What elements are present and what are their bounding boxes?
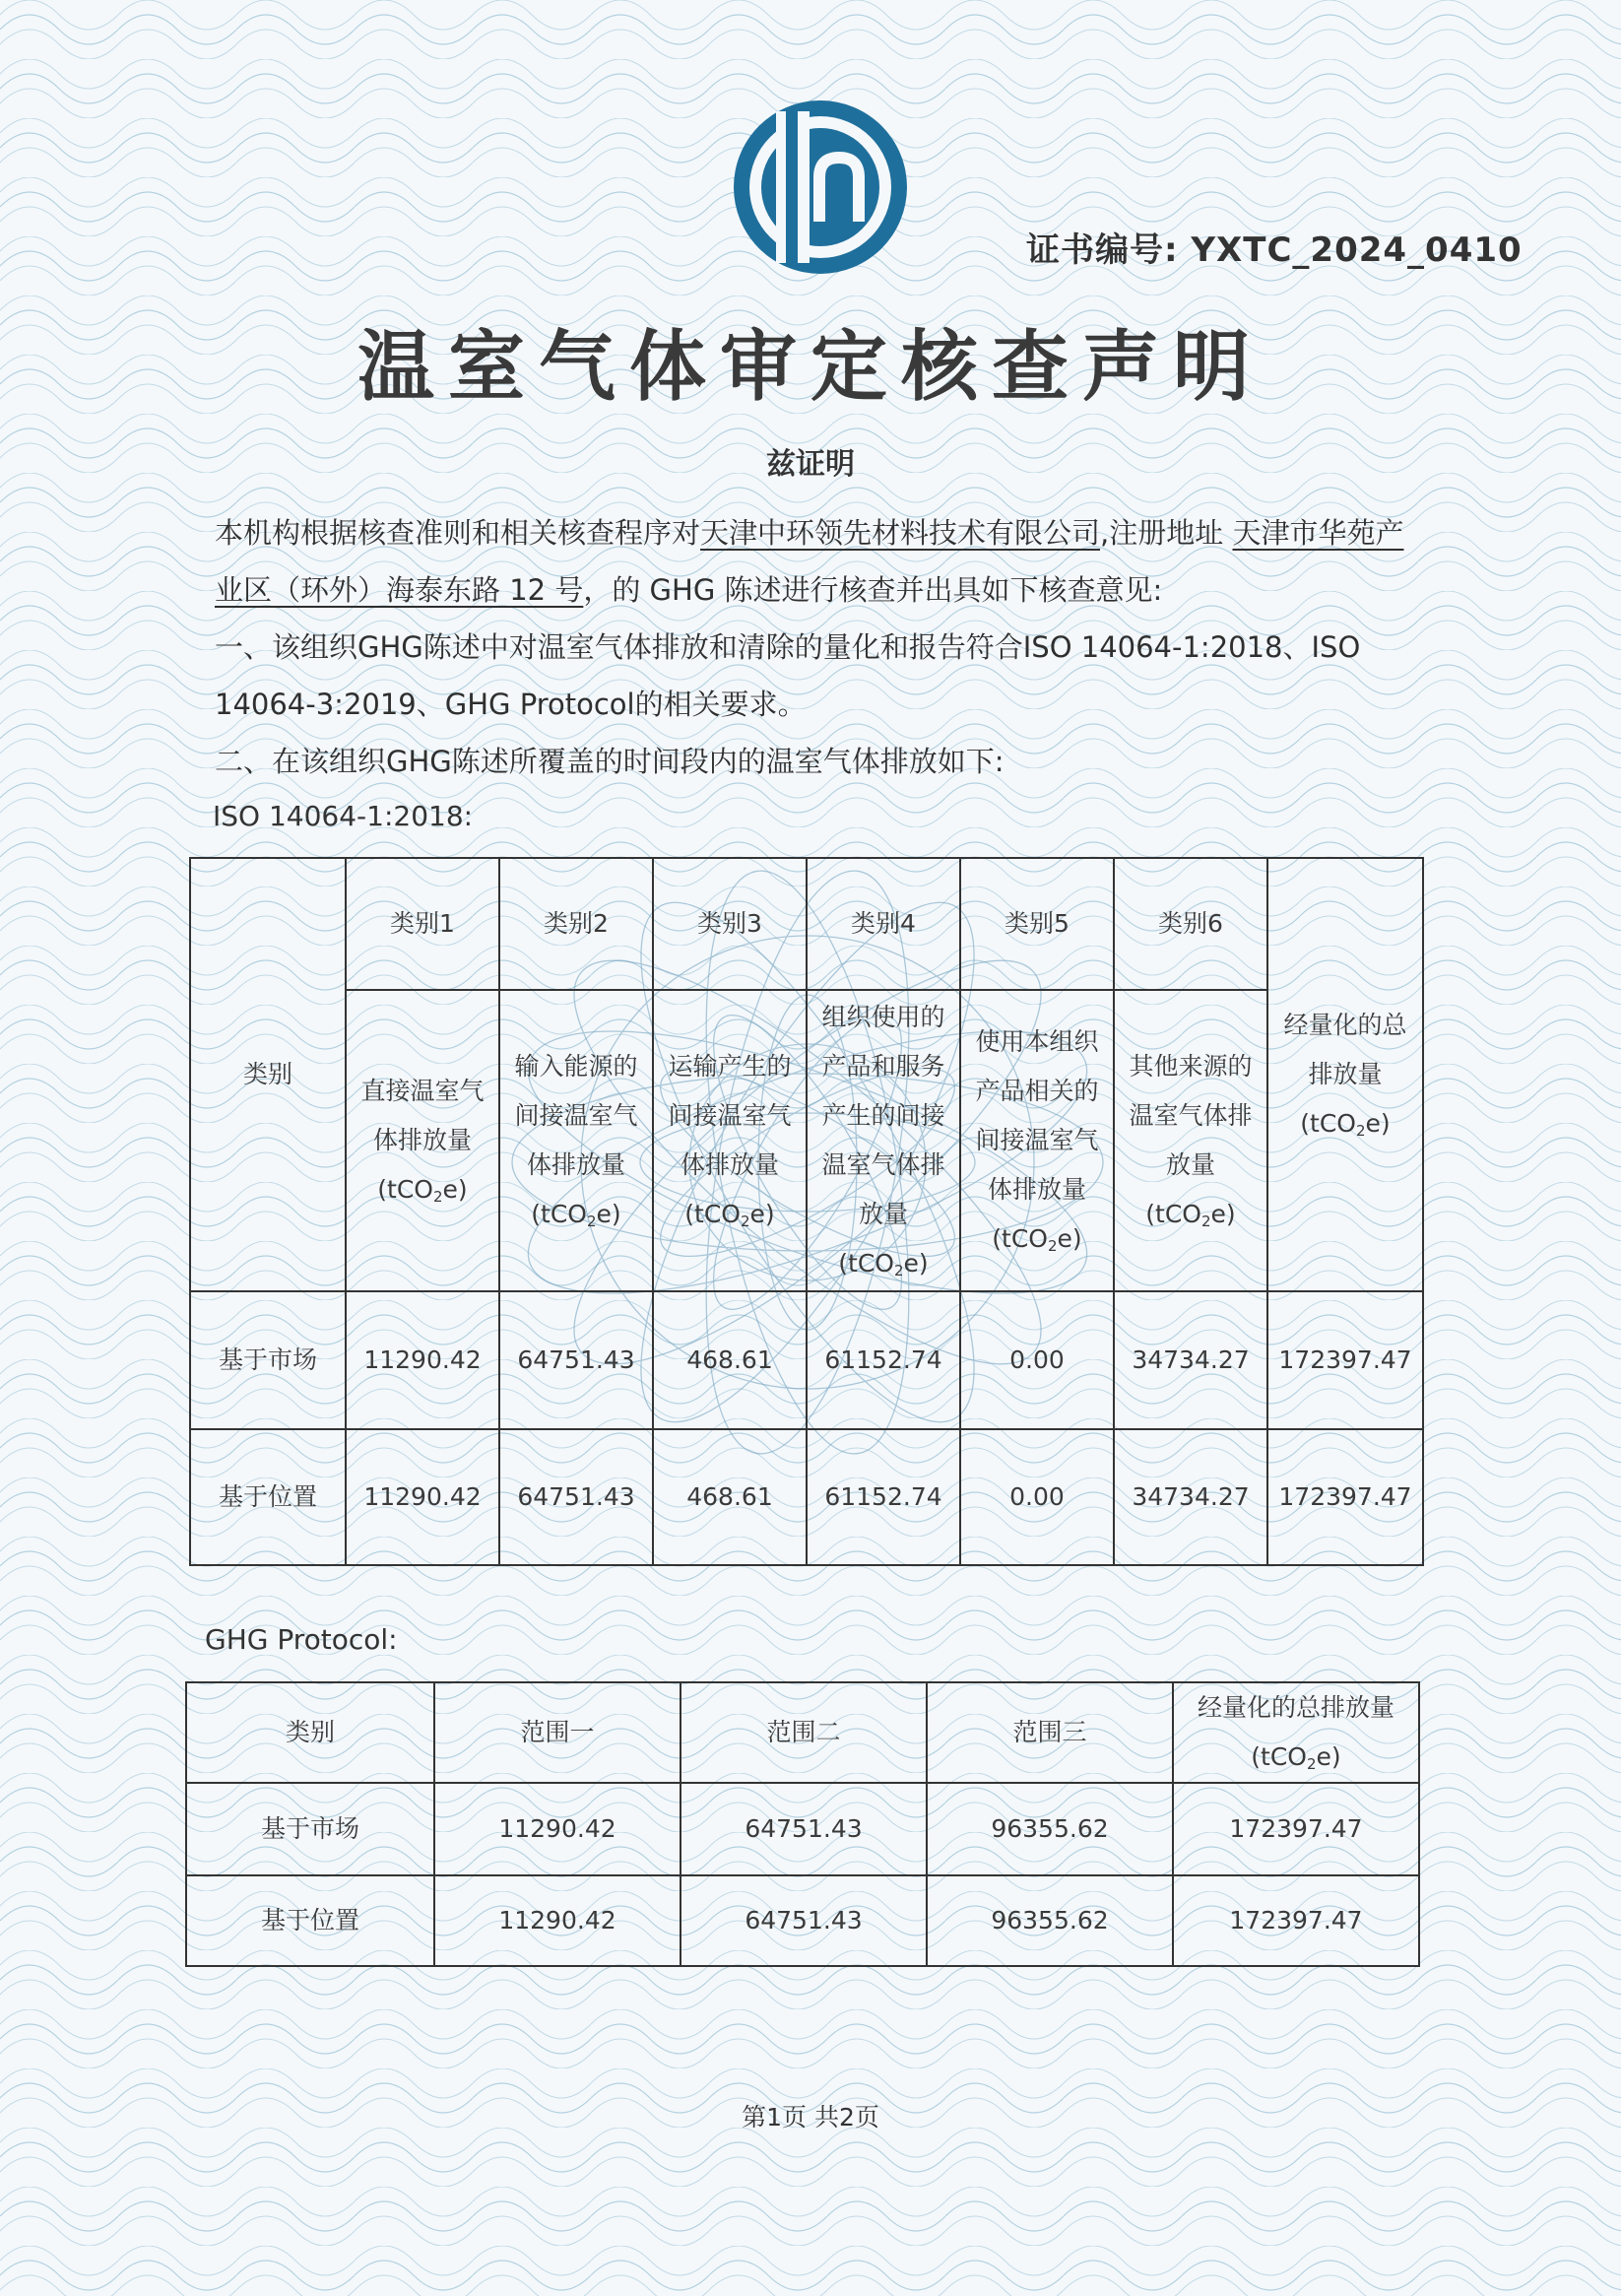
unit-label: (tCO$_2$e)	[1300, 1109, 1391, 1140]
table-cell: 61152.74	[807, 1429, 960, 1565]
table-cell: 64751.43	[681, 1875, 927, 1966]
table-cell: 96355.62	[927, 1783, 1173, 1875]
table-cell: 64751.43	[499, 1291, 653, 1429]
table-cell: 61152.74	[807, 1291, 960, 1429]
unit-label: (tCO$_2$e)	[377, 1175, 468, 1206]
organization-logo	[727, 94, 914, 281]
ghg-protocol-table	[185, 1681, 1420, 1967]
row-label: 基于市场	[186, 1783, 434, 1875]
table-row	[190, 1291, 1423, 1429]
ghg-header-row	[186, 1682, 1419, 1783]
table-cell: 172397.47	[1173, 1783, 1419, 1875]
table-cell: 64751.43	[499, 1429, 653, 1565]
table-cell: 11290.42	[434, 1783, 681, 1875]
iso-col-name: 类别1	[346, 858, 499, 990]
statement-paragraph-1	[215, 504, 1416, 619]
organization-name: 天津中环领先材料技术有限公司	[700, 516, 1101, 550]
iso-col-desc: 运输产生的间接温室气体排放量 (tCO$_2$e)	[653, 990, 807, 1291]
table-cell: 11290.42	[346, 1429, 499, 1565]
iso-header-row-desc	[190, 990, 1423, 1291]
ghg-col-header: 范围一	[434, 1682, 681, 1783]
registered-address: 天津市华苑产业区（环外）海泰东路 12 号	[215, 516, 1404, 607]
iso-col-desc: 直接温室气体排放量 (tCO$_2$e)	[346, 990, 499, 1291]
row-label: 基于位置	[186, 1875, 434, 1966]
statement-intro: 本机构根据核查准则和相关核查程序对	[215, 516, 701, 550]
page-number: 第1页 共2页	[742, 2103, 879, 2132]
iso-emissions-table	[189, 857, 1424, 1566]
table-cell: 0.00	[960, 1429, 1114, 1565]
table-cell: 172397.47	[1267, 1291, 1423, 1429]
unit-label: (tCO$_2$e)	[531, 1200, 621, 1230]
address-label: ,注册地址	[1100, 516, 1233, 550]
iso-header-row-names	[190, 858, 1423, 990]
iso-category-header: 类别	[190, 858, 346, 1291]
statement-paragraph-2: 一、该组织GHG陈述中对温室气体排放和清除的量化和报告符合ISO 14064-1:2018、ISO 14064-3:2019、GHG Protocol的相关要求。	[215, 630, 1361, 721]
table-row	[186, 1875, 1419, 1966]
iso-col-name: 类别2	[499, 858, 653, 990]
iso-col-desc: 其他来源的温室气体排放量 (tCO$_2$e)	[1114, 990, 1267, 1291]
table-row	[190, 1429, 1423, 1565]
table-cell: 34734.27	[1114, 1291, 1267, 1429]
table-cell: 96355.62	[927, 1875, 1173, 1966]
iso-table-label: ISO 14064-1:2018:	[213, 800, 474, 832]
table-row	[186, 1783, 1419, 1875]
statement-paragraph-3: 二、在该组织GHG陈述所覆盖的时间段内的温室气体排放如下:	[215, 745, 1005, 778]
ghg-col-header: 类别	[186, 1682, 434, 1783]
table-cell: 0.00	[960, 1291, 1114, 1429]
ghg-col-header: 范围三	[927, 1682, 1173, 1783]
iso-col-desc: 输入能源的间接温室气体排放量 (tCO$_2$e)	[499, 990, 653, 1291]
iso-col-desc: 组织使用的产品和服务产生的间接温室气体排放量 (tCO$_2$e)	[807, 990, 960, 1291]
table-cell: 468.61	[653, 1291, 807, 1429]
table-cell: 468.61	[653, 1429, 807, 1565]
unit-label: (tCO$_2$e)	[1251, 1742, 1341, 1773]
ghg-col-header: 范围二	[681, 1682, 927, 1783]
unit-label: (tCO$_2$e)	[684, 1200, 775, 1230]
row-label: 基于位置	[190, 1429, 346, 1565]
iso-col-desc: 使用本组织产品相关的间接温室气体排放量 (tCO$_2$e)	[960, 990, 1114, 1291]
table-cell: 172397.47	[1173, 1875, 1419, 1966]
unit-label: (tCO$_2$e)	[1145, 1200, 1236, 1230]
table-cell: 34734.27	[1114, 1429, 1267, 1565]
ghg-total-header: 经量化的总排放量 (tCO$_2$e)	[1173, 1682, 1419, 1783]
unit-label: (tCO$_2$e)	[992, 1224, 1082, 1255]
certificate-number: 证书编号: YXTC_2024_0410	[1026, 230, 1523, 270]
certificate-title: 温室气体审定核查声明	[357, 322, 1264, 412]
table-cell: 11290.42	[346, 1291, 499, 1429]
iso-col-name: 类别6	[1114, 858, 1267, 990]
unit-label: (tCO$_2$e)	[838, 1249, 929, 1279]
total-header-text: 经量化的总排放量	[1283, 1011, 1407, 1088]
iso-total-header	[1267, 858, 1423, 1291]
iso-col-name: 类别3	[653, 858, 807, 990]
iso-col-name: 类别5	[960, 858, 1114, 990]
iso-col-name: 类别4	[807, 858, 960, 990]
row-label: 基于市场	[190, 1291, 346, 1429]
table-cell: 11290.42	[434, 1875, 681, 1966]
ghg-table-label: GHG Protocol:	[205, 1623, 398, 1656]
statement-intro-end: ，的 GHG 陈述进行核查并出具如下核查意见:	[583, 573, 1163, 607]
table-cell: 64751.43	[681, 1783, 927, 1875]
certificate-subtitle: 兹证明	[766, 447, 855, 482]
table-cell: 172397.47	[1267, 1429, 1423, 1565]
